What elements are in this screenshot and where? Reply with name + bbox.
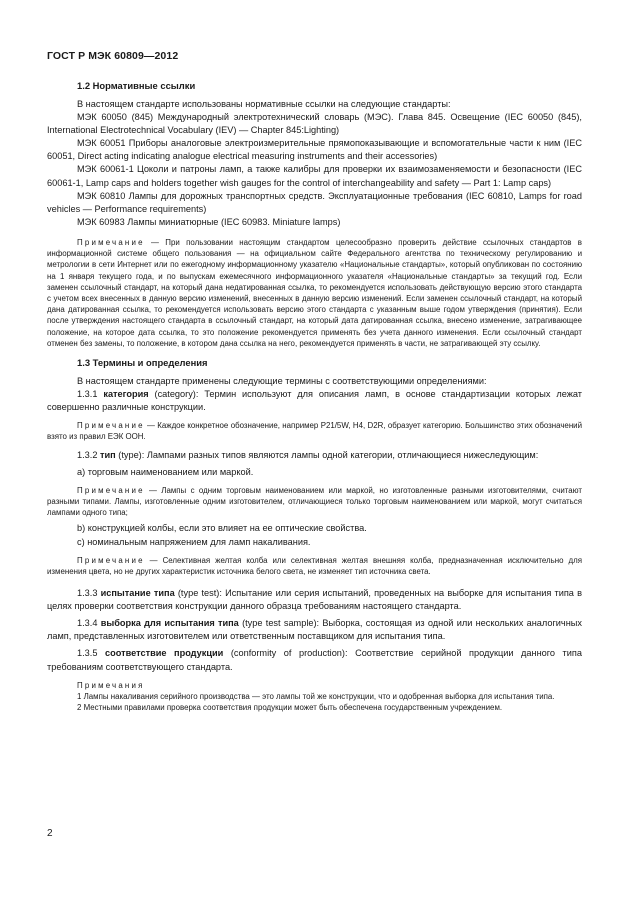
list-item-a: а) торговым наименованием или маркой. bbox=[77, 466, 254, 477]
term-1-3-5 bbox=[47, 647, 582, 673]
page-number: 2 bbox=[47, 828, 53, 839]
term-definition: (category): Термин используют для описания ламп, в основе стандартизации которых лежат совершенно различные конструкции. bbox=[47, 389, 582, 413]
reference-iec-60051: МЭК 60051 Приборы аналоговые электроизмерительные прямопоказывающие и вспомогательные части к ним (IEC 60051, Direct acting indicating analogue electrical measuring instruments and their accessories) bbox=[47, 138, 582, 162]
note-text: — Каждое конкретное обозначение, например P21/5W, H4, D2R, образует категорию. Большинство этих обозначений взято из правил ЕЭК ООН. bbox=[47, 421, 582, 442]
note-label: Примечание bbox=[77, 555, 145, 565]
term-name: выборка для испытания типа bbox=[100, 618, 239, 629]
term-1-3-2-note bbox=[47, 485, 582, 519]
term-name: испытание типа bbox=[100, 588, 175, 599]
term-number: 1.3.1 bbox=[77, 389, 104, 400]
term-1-3-1 bbox=[47, 388, 582, 414]
section-1-2-heading: 1.2 Нормативные ссылки bbox=[77, 80, 196, 91]
term-definition: (type test sample): Выборка, состоящая из одной или нескольких аналогичных ламп, представленных изготовителем или ответственным поставщиком для испытания типа. bbox=[47, 618, 582, 642]
note-label: Примечание bbox=[77, 421, 145, 431]
reference-iec-60810: МЭК 60810 Лампы для дорожных транспортных средств. Эксплуатационные требования (IEC 60810, Lamps for road vehicles — Performance requirements) bbox=[47, 190, 582, 214]
reference-iec-60983: МЭК 60983 Лампы миниатюрные (IEC 60983. Miniature lamps) bbox=[77, 216, 341, 227]
note-label: Примечание bbox=[77, 485, 145, 495]
page-content bbox=[47, 80, 582, 713]
section-1-3-heading: 1.3 Термины и определения bbox=[77, 356, 208, 368]
list-item-c: с) номинальным напряжением для ламп накаливания. bbox=[77, 536, 311, 547]
term-name: категория bbox=[103, 389, 149, 400]
section-1-3-intro: В настоящем стандарте применены следующие термины с соответствующими определениями: bbox=[77, 375, 487, 386]
term-1-3-5-note-2: 2 Местными правилами проверка соответствия продукции может быть обеспечена государственным учреждением. bbox=[77, 703, 503, 713]
reference-iec-60050: МЭК 60050 (845) Международный электротехнический словарь (МЭС). Глава 845. Освещение (IEC 60050 (845), International Electrotechnical Vocabulary (IEV) — Chapter 845:Lighting) bbox=[47, 112, 582, 136]
references-note bbox=[47, 237, 582, 349]
term-1-3-2 bbox=[47, 449, 582, 462]
term-number: 1.3.3 bbox=[77, 588, 101, 599]
reference-iec-60061-1: МЭК 60061-1 Цоколи и патроны ламп, а также калибры для проверки их взаимозаменяемости и безопасности (IEC 60061-1, Lamp caps and holders together wish gauges for the control of interchangeability and safety — Part 1: Lamp caps) bbox=[47, 164, 582, 188]
term-1-3-2-note-2 bbox=[47, 555, 582, 577]
term-1-3-5-notes-label: Примечания bbox=[77, 680, 145, 690]
term-definition: (conformity of production): Соответствие серийной продукции данного типа требованиям соответствующего стандарта. bbox=[47, 648, 582, 672]
term-1-3-3 bbox=[47, 587, 582, 613]
term-number: 1.3.4 bbox=[77, 618, 101, 629]
note-text: — Лампы с одним торговым наименованием или маркой, но изготовленные разными изготовителями, считают разными типами. Лампы, изготовленные одним изготовителем, отличающиеся только торговым наименованием или маркой, могут считаться лампами одного типа; bbox=[47, 485, 582, 518]
term-1-3-1-note bbox=[47, 420, 582, 442]
list-item-b: b) конструкцией колбы, если это влияет на ее оптические свойства. bbox=[77, 523, 367, 534]
term-definition: (type): Лампами разных типов являются лампы одной категории, отличающиеся нижеследующим: bbox=[115, 449, 539, 460]
term-1-3-4 bbox=[47, 617, 582, 643]
note-text: — При пользовании настоящим стандартом целесообразно проверить действие ссылочных стандартов в информационной системе общего пользования — на официальном сайте Федерального агентства по техническому регулированию и метрологии в сети Интернет или по ежегодному информационному указателю «Национальные стандарты», который опубликован по состоянию на 1 января текущего года, и по выпускам ежемесячного информационного указателя «Национальные стандарты» за текущий год. Если заменен ссылочный стандарт, на который дана недатированная ссылка, то рекомендуется использовать действующую версию этого стандарта с учетом всех внесенных в данную версию изменений, внесенных в данную версию изменений. Если заменен ссылочный стандарт, на который дана датированная ссылка, то рекомендуется использовать версию этого стандарта с указанным выше годом утверждения (принятия). Если после утверждения настоящего стандарта в ссылочный стандарт, на который дата датированная ссылка, внесено изменение, затрагивающее положение, на которое дата ссылка, то это положение рекомендуется применять без учета данного изменения. Если ссылочный стандарт отменен без замены, то положение, в котором дана ссылка на него, рекомендуется применять в части, не затрагивающей эту ссылку. bbox=[47, 237, 582, 348]
term-name: соответствие продукции bbox=[104, 648, 224, 659]
term-number: 1.3.2 bbox=[77, 449, 100, 460]
note-text: — Селективная желтая колба или селективная желтая внешняя колба, предназначенная исключительно для изменения цвета, но не других характеристик источника белого света, не изменяет тип источника света. bbox=[47, 555, 582, 576]
term-name: тип bbox=[100, 449, 116, 460]
section-1-2-intro: В настоящем стандарте использованы нормативные ссылки на следующие стандарты: bbox=[77, 99, 451, 109]
term-definition: (type test): Испытание или серия испытаний, проведенных на выборке для испытания типа в целях проверки соответствия конструкции данного образца требованиям настоящего стандарта. bbox=[47, 588, 582, 612]
term-1-3-5-note-1: 1 Лампы накаливания серийного производства — это лампы той же конструкции, что и одобренная выборка для испытания типа. bbox=[77, 691, 555, 701]
term-number: 1.3.5 bbox=[77, 648, 105, 659]
note-label: Примечание bbox=[77, 237, 145, 247]
running-header: ГОСТ Р МЭК 60809—2012 bbox=[47, 50, 179, 62]
